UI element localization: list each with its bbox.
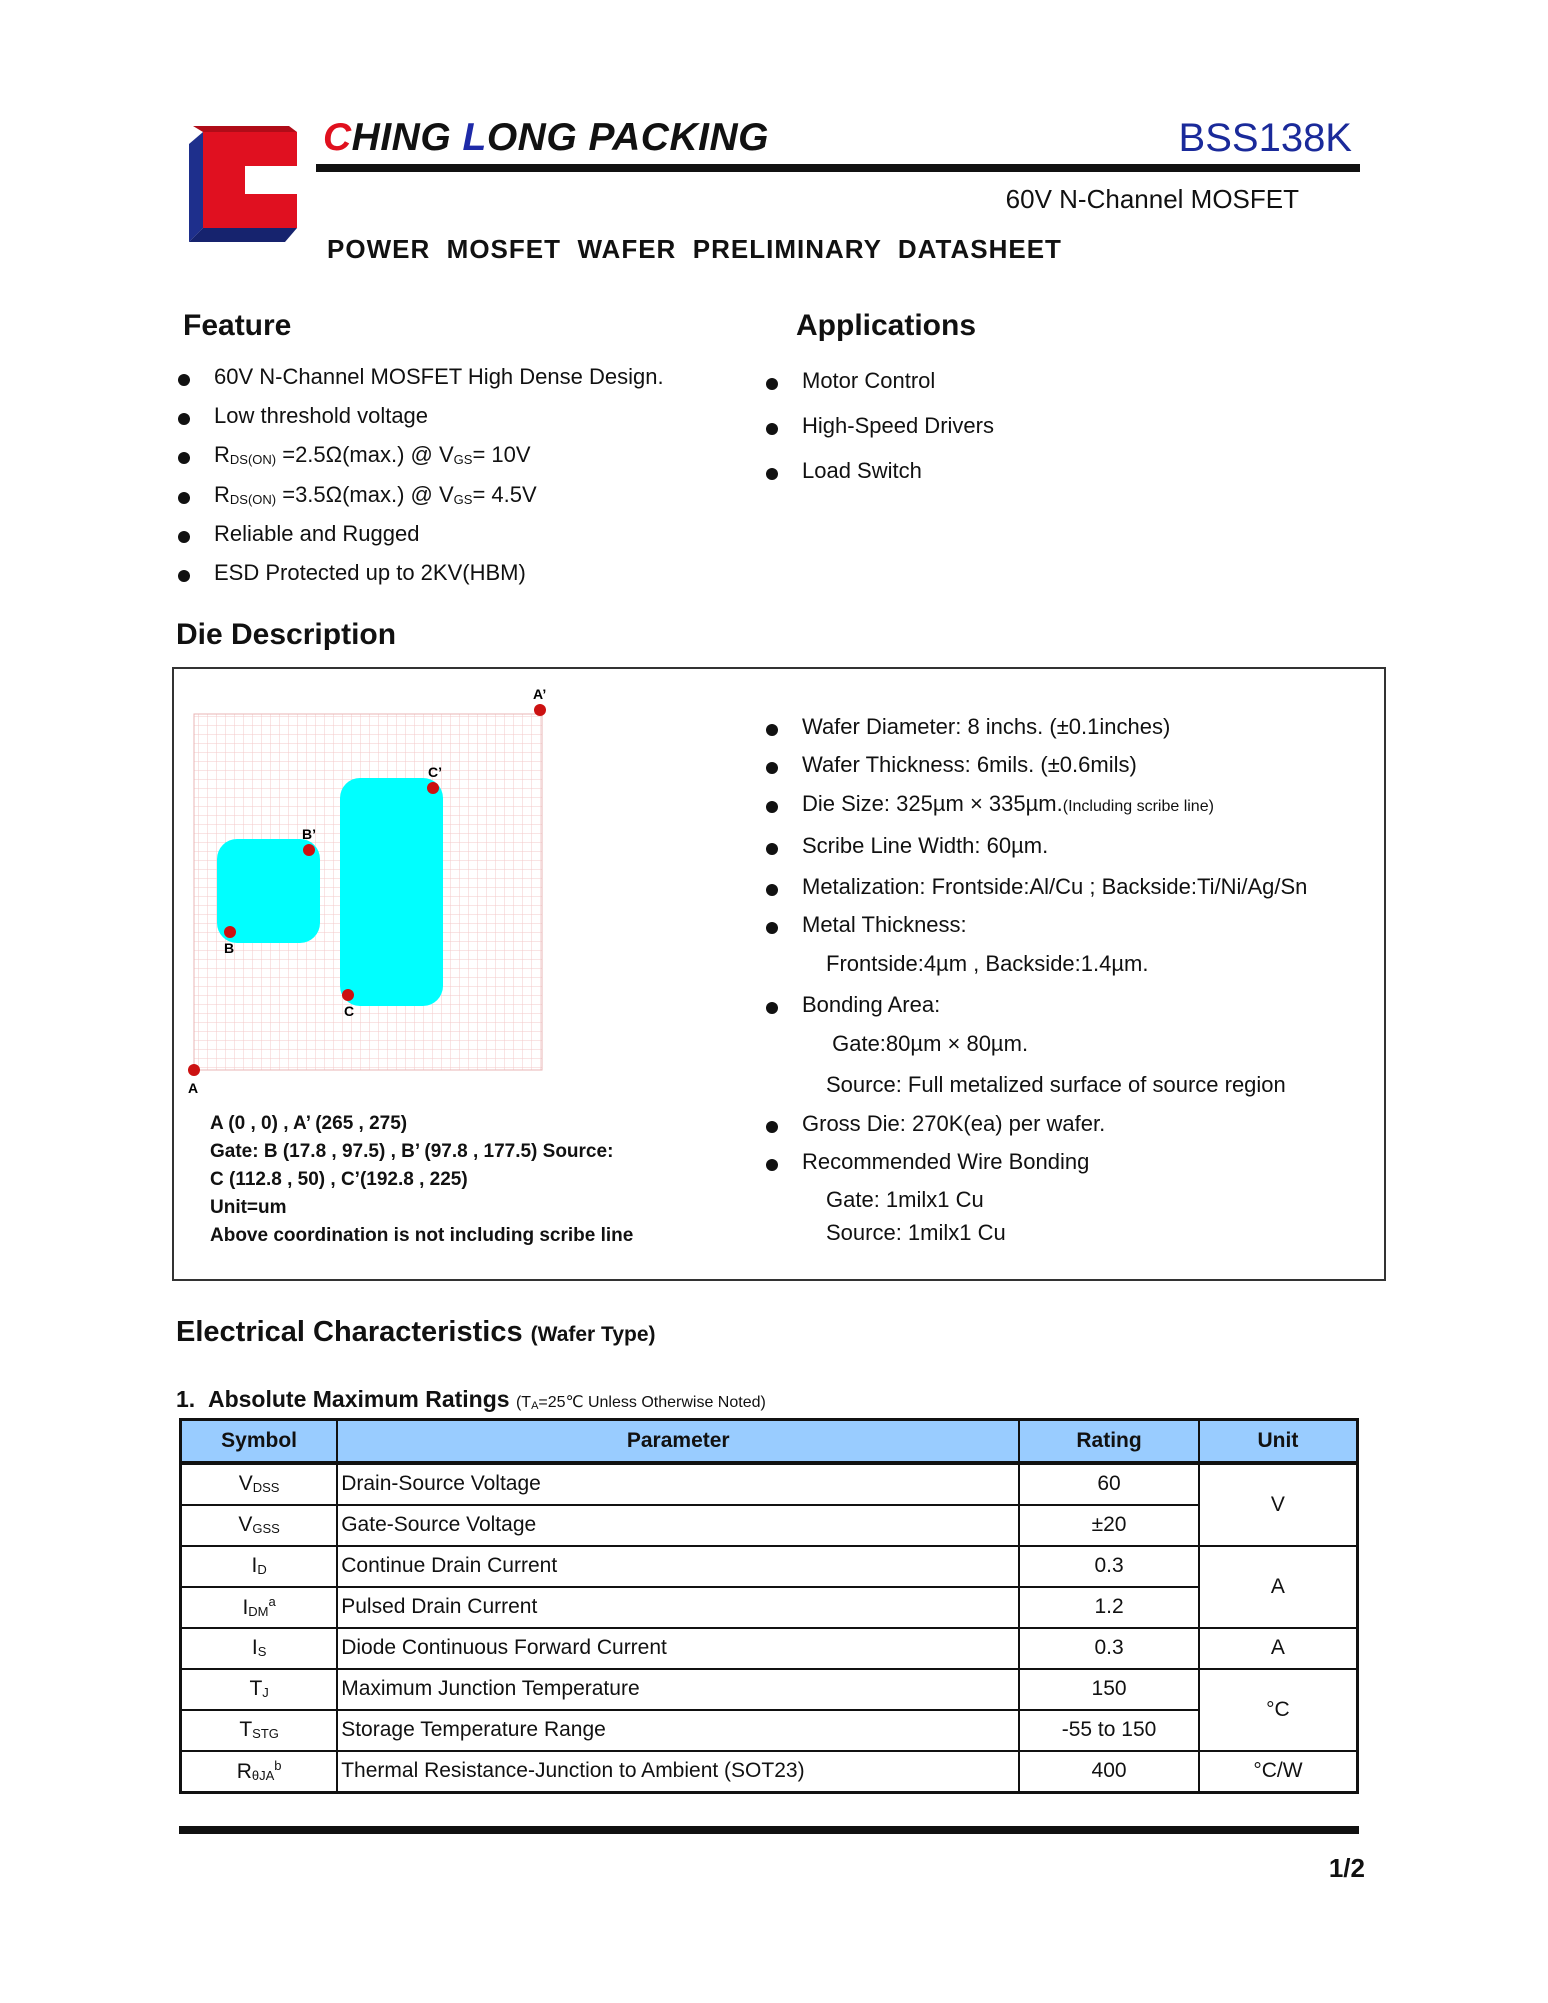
table-row <box>181 1546 1358 1587</box>
applications-heading: Applications <box>796 309 977 342</box>
symbol-cell: $V_{DSS}$ <box>181 1463 338 1505</box>
parameter-cell: Drain-Source Voltage <box>337 1463 1019 1505</box>
parameter-cell: Continue Drain Current <box>337 1546 1019 1587</box>
die-coordinates: A (0 , 0) , A’ (265 , 275) Gate: B (17.8 , 97.5) , B’ (97.8 , 177.5) Source: C (112.8 , 50) , C’(192.8 , 225) Unit=um Above coordination is not including scribe line <box>210 1113 634 1246</box>
rating-cell: 0.3 <box>1019 1546 1199 1587</box>
list-item: 60V N-Channel MOSFET High Dense Design. <box>178 364 664 403</box>
footer-rule <box>179 1826 1359 1834</box>
symbol-cell: $I_D$ <box>181 1546 338 1587</box>
label-b-prime: B’ <box>302 826 316 842</box>
list-item: Load Switch <box>766 458 994 503</box>
list-item: ESD Protected up to 2KV(HBM) <box>178 560 664 599</box>
col-parameter: Parameter <box>337 1420 1019 1463</box>
absolute-max-ratings-table <box>179 1418 1359 1794</box>
list-item: Wafer Diameter: 8 inchs. (±0.1inches) <box>766 714 1307 752</box>
unit-cell: A <box>1199 1628 1358 1669</box>
feature-list <box>178 364 664 599</box>
list-item: Bonding Area: <box>766 992 1307 1031</box>
table-row <box>181 1751 1358 1793</box>
page-number: 1/2 <box>1328 1853 1365 1883</box>
die-spec-list <box>766 714 1307 1253</box>
list-item: Scribe Line Width: 60µm. <box>766 833 1307 874</box>
point-b-prime <box>303 844 315 856</box>
col-unit: Unit <box>1199 1420 1358 1463</box>
unit-cell: °C <box>1199 1669 1358 1751</box>
list-item: Gross Die: 270K(ea) per wafer. <box>766 1111 1307 1149</box>
point-a <box>188 1064 200 1076</box>
list-item: Recommended Wire Bonding <box>766 1149 1307 1187</box>
point-c-prime <box>427 782 439 794</box>
label-a-prime: A’ <box>533 686 547 702</box>
symbol-cell: $I_S$ <box>181 1628 338 1669</box>
die-layout-diagram <box>180 680 560 1100</box>
feature-heading: Feature <box>183 309 292 342</box>
list-item: Wafer Thickness: 6mils. (±0.6mils) <box>766 752 1307 791</box>
unit-cell: V <box>1199 1463 1358 1546</box>
label-b: B <box>224 940 235 956</box>
company-logo <box>189 126 305 246</box>
unit-cell: °C/W <box>1199 1751 1358 1793</box>
list-item: Metalization: Frontside:Al/Cu ; Backside:Ti/Ni/Ag/Sn <box>766 874 1307 912</box>
header-rule <box>316 164 1360 172</box>
list-item: Gate:80µm × 80µm. <box>826 1031 1029 1056</box>
point-a-prime <box>534 704 546 716</box>
symbol-cell: $V_{GSS}$ <box>181 1505 338 1546</box>
list-item: $R_{DS(ON)} =2.5\Omega(\max.)$ @ $V_{GS}= 10V$ <box>178 442 664 482</box>
parameter-cell: Gate-Source Voltage <box>337 1505 1019 1546</box>
device-subtitle: 60V N-Channel MOSFET <box>1005 184 1299 214</box>
amr-condition: ($T_A=25℃$ Unless Otherwise Noted) <box>515 1394 766 1412</box>
list-item: Low threshold voltage <box>178 403 664 442</box>
rating-cell: 1.2 <box>1019 1587 1199 1628</box>
list-item: $R_{DS(ON)} =3.5\Omega(\max.)$ @ $V_{GS}= 4.5V$ <box>178 482 664 521</box>
col-symbol: Symbol <box>181 1420 338 1463</box>
label-c-prime: C’ <box>428 764 442 780</box>
parameter-cell: Diode Continuous Forward Current <box>337 1628 1019 1669</box>
die-description-heading: Die Description <box>176 618 397 651</box>
rating-cell: 0.3 <box>1019 1628 1199 1669</box>
parameter-cell: Maximum Junction Temperature <box>337 1669 1019 1710</box>
list-item: Die Size: 325µm × 335µm.(Including scribe line) <box>766 791 1307 833</box>
symbol-cell: $T_{STG}$ <box>181 1710 338 1751</box>
table-row <box>181 1669 1358 1710</box>
rating-cell: ±20 <box>1019 1505 1199 1546</box>
list-item: Motor Control <box>766 368 994 413</box>
rating-cell: 60 <box>1019 1463 1199 1505</box>
point-c <box>342 989 354 1001</box>
parameter-cell: Thermal Resistance-Junction to Ambient (SOT23) <box>337 1751 1019 1793</box>
list-item: Frontside:4µm , Backside:1.4µm. <box>826 951 1149 976</box>
company-name: CHING LONG PACKING <box>323 116 769 159</box>
unit-cell: A <box>1199 1546 1358 1628</box>
table-row <box>181 1463 1358 1505</box>
list-item: Reliable and Rugged <box>178 521 664 560</box>
table-row <box>181 1628 1358 1669</box>
amr-subheading: 1. Absolute Maximum Ratings ($T_A=25℃$ Unless Otherwise Noted) <box>176 1386 766 1412</box>
parameter-cell: Pulsed Drain Current <box>337 1587 1019 1628</box>
list-item: High-Speed Drivers <box>766 413 994 458</box>
list-item: Metal Thickness: <box>766 912 1307 951</box>
source-pad <box>340 778 443 1006</box>
symbol-cell: $I_{DM}^a$ <box>181 1587 338 1628</box>
label-c: C <box>344 1003 355 1019</box>
rating-cell: -55 to 150 <box>1019 1710 1199 1751</box>
label-a: A <box>188 1080 199 1096</box>
part-number: BSS138K <box>1178 116 1352 160</box>
table-row <box>181 1587 1358 1628</box>
parameter-cell: Storage Temperature Range <box>337 1710 1019 1751</box>
applications-list <box>766 368 994 503</box>
table-row <box>181 1710 1358 1751</box>
electrical-heading: Electrical Characteristics (Wafer Type) <box>176 1316 656 1348</box>
rating-cell: 150 <box>1019 1669 1199 1710</box>
rating-cell: 400 <box>1019 1751 1199 1793</box>
datasheet-title: POWER MOSFET WAFER PRELIMINARY DATASHEET <box>327 234 1062 264</box>
col-rating: Rating <box>1019 1420 1199 1463</box>
table-row <box>181 1505 1358 1546</box>
list-item: Source: 1milx1 Cu <box>826 1220 1006 1245</box>
symbol-cell: $R_{\theta JA}^b$ <box>181 1751 338 1793</box>
symbol-cell: $T_J$ <box>181 1669 338 1710</box>
list-item: Source: Full metalized surface of source region <box>826 1072 1286 1097</box>
point-b <box>224 926 236 938</box>
list-item: Gate: 1milx1 Cu <box>826 1187 984 1212</box>
